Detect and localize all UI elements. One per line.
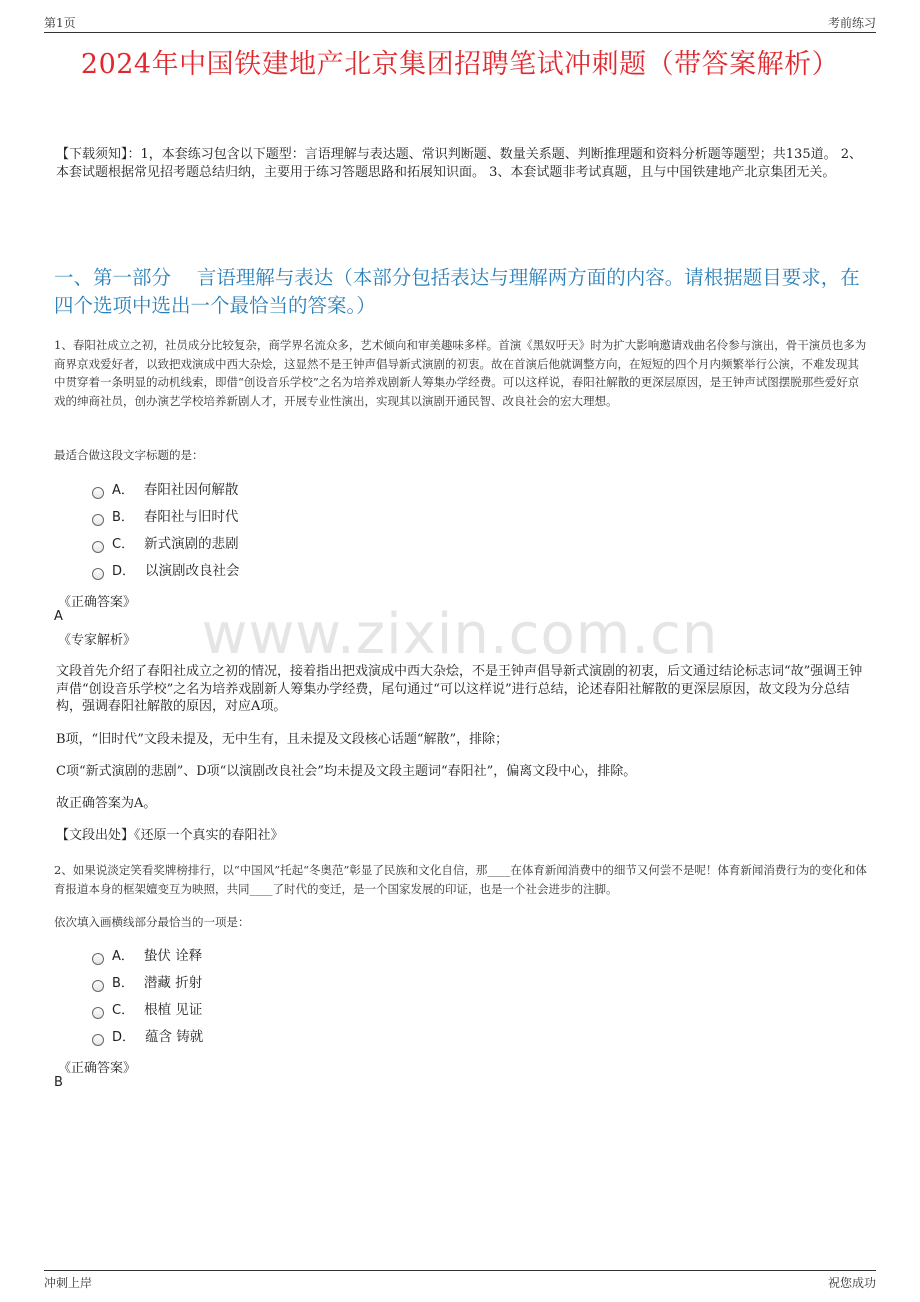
page-number: 第1页: [44, 16, 76, 30]
question-1-option-c[interactable]: C． 新式演剧的悲剧: [92, 534, 239, 554]
analysis-paragraph: B项，“旧时代”文段未提及，无中生有，且未提及文段核心话题“解散”，排除；: [56, 732, 509, 747]
question-1-option-a[interactable]: A． 春阳社因何解散: [92, 480, 238, 500]
analysis-paragraph: C项“新式演剧的悲剧”、D项“以演剧改良社会”均未提及文段主题词“春阳社”，偏离文段中心，排除。: [56, 764, 637, 779]
question-2-text: 2、如果说淡定笑看奖牌榜排行，以“中国风”托起“冬奥范”彰显了民族和文化自信，那____在体育新闻消费中的细节又何尝不是呢！体育新闻消费行为的变化和体育报道本身的框架嬗变互为映照，共同____了时代的变迁，是一个国家发展的印证，也是一个社会进步的注脚。: [54, 863, 867, 896]
footer-left-text: 冲刺上岸: [44, 1276, 93, 1290]
radio-icon[interactable]: [92, 487, 104, 499]
radio-icon[interactable]: [92, 953, 104, 965]
question-2-option-b[interactable]: B． 潜藏 折射: [92, 973, 202, 993]
header-tag: 考前练习: [827, 16, 876, 30]
answer-value: A: [54, 609, 63, 624]
question-2-prompt: 依次填入画横线部分最恰当的一项是：: [54, 915, 250, 929]
question-1-text: 1、春阳社成立之初，社员成分比较复杂，商学界名流众多，艺术倾向和审美趣味多样。首演《黑奴吁天》时为扩大影响邀请戏曲名伶参与演出，骨干演员也多为商界京戏爱好者，以致把戏演成中西大杂烩，这显然不是王钟声倡导新式演剧的初衷。故在首演后他就调整方向，在短短的四个月内频繁举行公演，不难发现其中贯穿着一条明显的动机线索，即借“创设音乐学校”之名为培养戏剧新人筹集办学经费。可以这样说，春阳社解散的更深层原因，是王钟声试图摆脱那些爱好京戏的绅商社员，创办演艺学校培养新剧人才，开展专业性演出，实现其以演剧开通民智、改良社会的宏大理想。: [54, 338, 867, 408]
question-2-option-d[interactable]: D． 蕴含 铸就: [92, 1027, 203, 1047]
radio-icon[interactable]: [92, 1007, 104, 1019]
question-1-option-d[interactable]: D． 以演剧改良社会: [92, 561, 240, 581]
section-heading: 一、第一部分 言语理解与表达（本部分包括表达与理解两方面的内容。请根据题目要求，在四个选项中选出一个最恰当的答案。）: [54, 266, 860, 317]
radio-icon[interactable]: [92, 514, 104, 526]
passage-source: 【文段出处】《还原一个真实的春阳社》: [56, 828, 284, 843]
radio-icon[interactable]: [92, 1034, 104, 1046]
analysis-label: 《专家解析》: [58, 633, 137, 648]
download-notice: 【下载须知】：1，本套练习包含以下题型：言语理解与表达题、常识判断题、数量关系题、判断推理题和资料分析题等题型；共135道。 2、本套试题根据常见招考题总结归纳，主要用于练习答题思路和拓展知识面。 3、本套试题非考试真题，且与中国铁建地产北京集团无关。: [56, 147, 862, 180]
watermark: www.zixin.com.cn: [201, 602, 719, 667]
question-2-option-c[interactable]: C． 根植 见证: [92, 1000, 202, 1020]
radio-icon[interactable]: [92, 568, 104, 580]
page-header: [44, 14, 876, 33]
question-2-option-a[interactable]: A． 蛰伏 诠释: [92, 946, 202, 966]
page-footer: [44, 1270, 876, 1291]
radio-icon[interactable]: [92, 541, 104, 553]
analysis-paragraph: 文段首先介绍了春阳社成立之初的情况，接着指出把戏演成中西大杂烩，不是王钟声倡导新式演剧的初衷，后文通过结论标志词“故”强调王钟声借“创设音乐学校”之名为培养戏剧新人筹集办学经费，尾句通过“可以这样说”进行总结，论述春阳社解散的更深层原因，故文段为分总结构，强调春阳社解散的原因，对应A项。: [56, 664, 863, 714]
footer-right-text: 祝您成功: [827, 1276, 876, 1290]
answer-label: 《正确答案》: [58, 1061, 137, 1076]
answer-label: 《正确答案》: [58, 595, 137, 610]
document-title: 2024年中国铁建地产北京集团招聘笔试冲刺题（带答案解析）: [80, 49, 840, 80]
answer-value: B: [54, 1075, 63, 1090]
radio-icon[interactable]: [92, 980, 104, 992]
question-1-prompt: 最适合做这段文字标题的是：: [54, 448, 204, 462]
question-1-option-b[interactable]: B． 春阳社与旧时代: [92, 507, 238, 527]
analysis-paragraph: 故正确答案为A。: [56, 796, 157, 811]
